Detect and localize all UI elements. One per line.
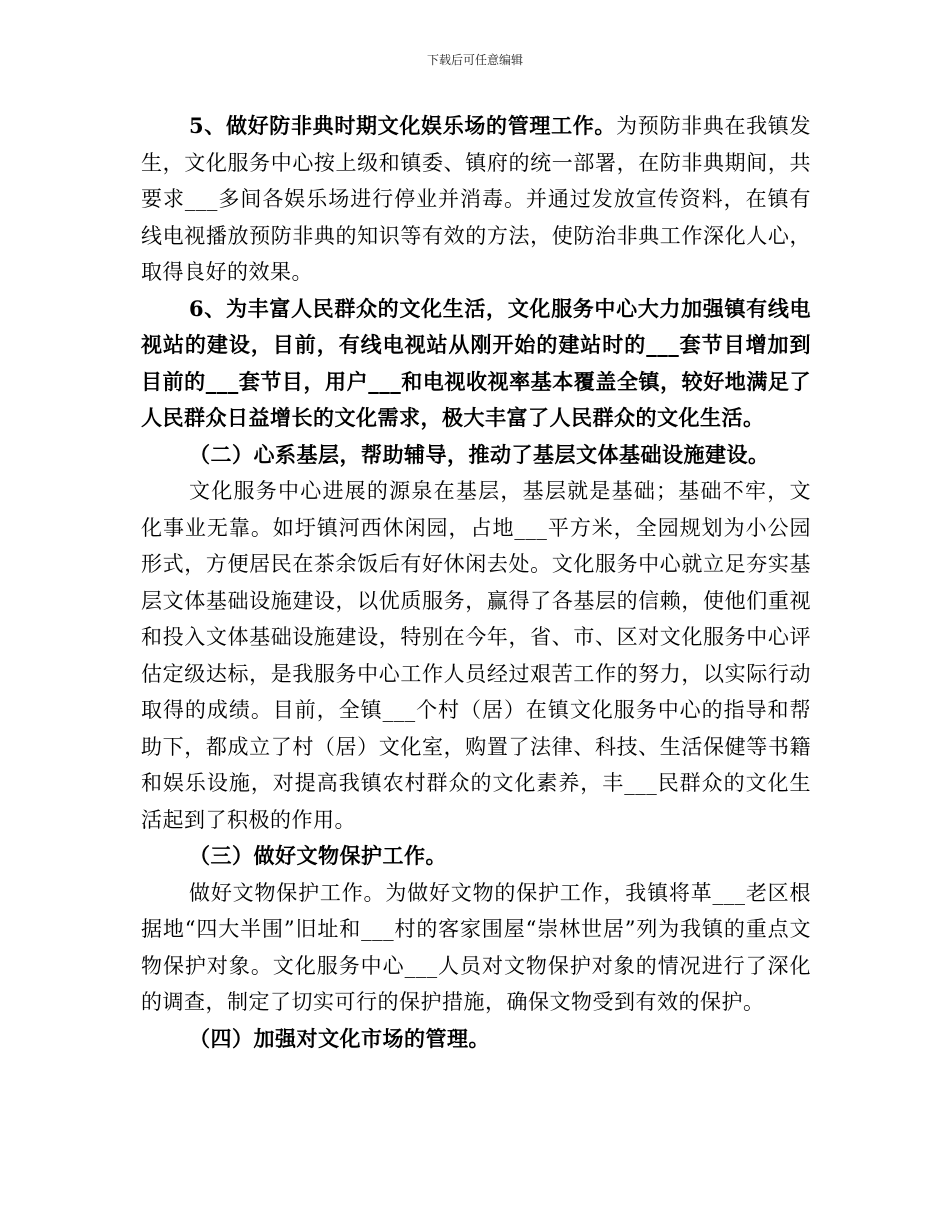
paragraph-item-5 [141,108,811,291]
paragraph-item-6: 6、为丰富人民群众的文化生活，文化服务中心大力加强镇有线电视站的建设，目前，有线电视站从刚开始的建站时的___套节目增加到目前的___套节目，用户___和电视收视率基本覆盖全镇，较好地满足了人民群众日益增长的文化需求，极大丰富了人民群众的文化生活。 [141,295,811,430]
paragraph-lead: 5、做好防非典时期文化娱乐场的管理工作。 [189,113,617,138]
paragraph-grassroots: 文化服务中心进展的源泉在基层，基层就是基础；基础不牢，文化事业无靠。如圩镇河西休闲园，占地___平方米，全园规划为小公园形式，方便居民在茶余饭后有好休闲去处。文化服务中心就立足夯实基层文体基础设施建设，以优质服务，赢得了各基层的信赖，使他们重视和投入文体基础设施建设，特别在今年，省、市、区对文化服务中心评估定级达标，是我服务中心工作人员经过艰苦工作的努力，以实际行动取得的成绩。目前，全镇___个村（居）在镇文化服务中心的指导和帮助下，都成立了村（居）文化室，购置了法律、科技、生活保健等书籍和娱乐设施，对提高我镇农村群众的文化素养，丰___民群众的文化生活起到了积极的作用。 [141,479,811,832]
section-heading-4: （四）加强对文化市场的管理。 [189,1025,490,1051]
section-heading-2: （二）心系基层，帮助辅导，推动了基层文体基础设施建设。 [189,441,770,467]
paragraph-text: 为预防非典在我镇发生，文化服务中心按上级和镇委、镇府的统一部署，在防非典期间，共要求___多间各娱乐场进行停业并消毒。并通过发放宣传资料，在镇有线电视播放预防非典的知识等有效的方法，使防治非典工作深化人心，取得良好的效果。 [141,114,811,284]
section-heading-3: （三）做好文物保护工作。 [189,843,447,868]
paragraph-relics: 做好文物保护工作。为做好文物的保护工作，我镇将革___老区根据地“四大半围”旧址和___村的客家围屋“崇林世居”列为我镇的重点文物保护对象。文化服务中心___人员对文物保护对象的情况进行了深化的调查，制定了切实可行的保护措施，确保文物受到有效的保护。 [141,880,811,1014]
page-header: 下载后可任意编辑 [426,53,523,67]
document-body [141,108,811,1057]
